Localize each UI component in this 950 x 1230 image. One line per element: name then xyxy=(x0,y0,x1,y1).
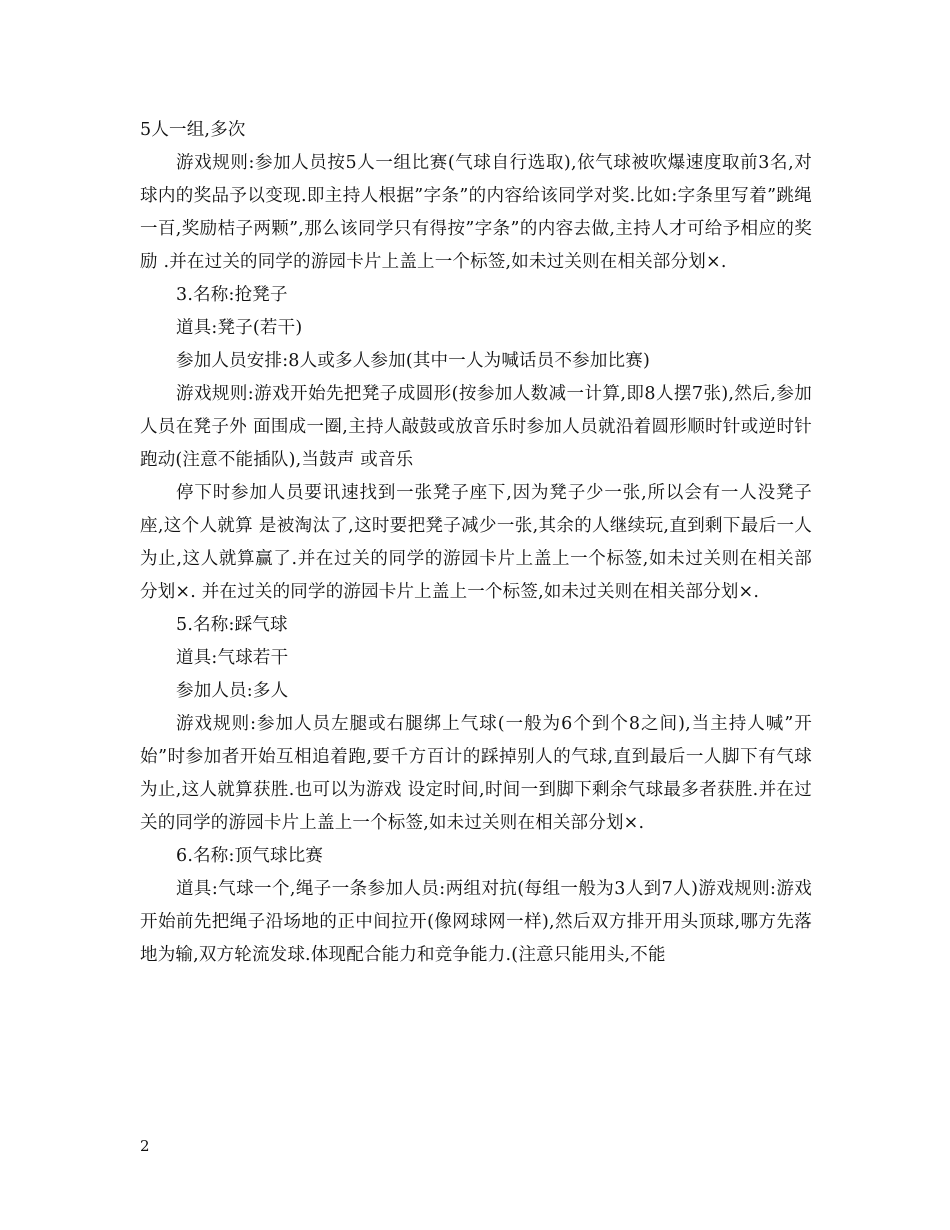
paragraph-musical-chairs-rules: 游戏规则:游戏开始先把凳子成圆形(按参加人数减一计算,即8人摆7张),然后,参加人员在凳子外 面围成一圈,主持人敲鼓或放音乐时参加人员就沿着圆形顺时针或逆时针跑动(注意不能插队),当鼓声 或音乐 xyxy=(140,384,812,470)
page-number: 2 xyxy=(140,1137,150,1155)
paragraph-balloon-stomp-props: 道具:气球若干 xyxy=(176,648,289,668)
paragraph-header-balloon-rules: 道具:气球一个,绳子一条参加人员:两组对抗(每组一般为3人到7人)游戏规则:游戏开始前先把绳子沿场地的正中间拉开(像网球网一样),然后双方排开用头顶球,哪方先落地为输,双方轮流发球.体现配合能力和竞争能力.(注意只能用头,不能 xyxy=(140,879,812,965)
paragraph-musical-chairs-rules-continued: 停下时参加人员要讯速找到一张凳子座下,因为凳子少一张,所以会有一人没凳子座,这个人就算 是被淘汰了,这时要把凳子减少一张,其余的人继续玩,直到剩下最后一人为止,这人就算赢了.并在过关的同学的游园卡片上盖上一个标签,如未过关则在相关部分划×. 并在过关的同学的游园卡片上盖上一个标签,如未过关则在相关部分划×. xyxy=(140,483,812,602)
paragraph-musical-chairs-title: 3.名称:抢凳子 xyxy=(176,285,288,305)
paragraph-header-balloon-title: 6.名称:顶气球比赛 xyxy=(176,846,324,866)
paragraph-musical-chairs-participants: 参加人员安排:8人或多人参加(其中一人为喊话员不参加比赛) xyxy=(176,351,650,371)
paragraph-balloon-stomp-title: 5.名称:踩气球 xyxy=(176,615,288,635)
paragraph-balloon-stomp-rules: 游戏规则:参加人员左腿或右腿绑上气球(一般为6个到个8之间),当主持人喊”开始”时参加者开始互相追着跑,要千方百计的踩掉别人的气球,直到最后一人脚下有气球为止,这人就算获胜.也可以为游戏 设定时间,时间一到脚下剩余气球最多者获胜.并在过关的同学的游园卡片上盖上一个标签,如未过关则在相关部分划×. xyxy=(140,714,812,833)
paragraph-musical-chairs-props: 道具:凳子(若干) xyxy=(176,318,303,338)
paragraph-balloon-stomp-participants: 参加人员:多人 xyxy=(176,681,289,701)
paragraph-balloon-rules: 游戏规则:参加人员按5人一组比赛(气球自行选取),依气球被吹爆速度取前3名,对球内的奖品予以变现.即主持人根据”字条”的内容给该同学对奖.比如:字条里写着”跳绳一百,奖励桔子两颗”,那么该同学只有得按”字条”的内容去做,主持人才可给予相应的奖励 .并在过关的同学的游园卡片上盖上一个标签,如未过关则在相关部分划×. xyxy=(140,153,812,272)
paragraph-group-size: 5人一组,多次 xyxy=(140,120,246,140)
document-body xyxy=(140,114,812,972)
